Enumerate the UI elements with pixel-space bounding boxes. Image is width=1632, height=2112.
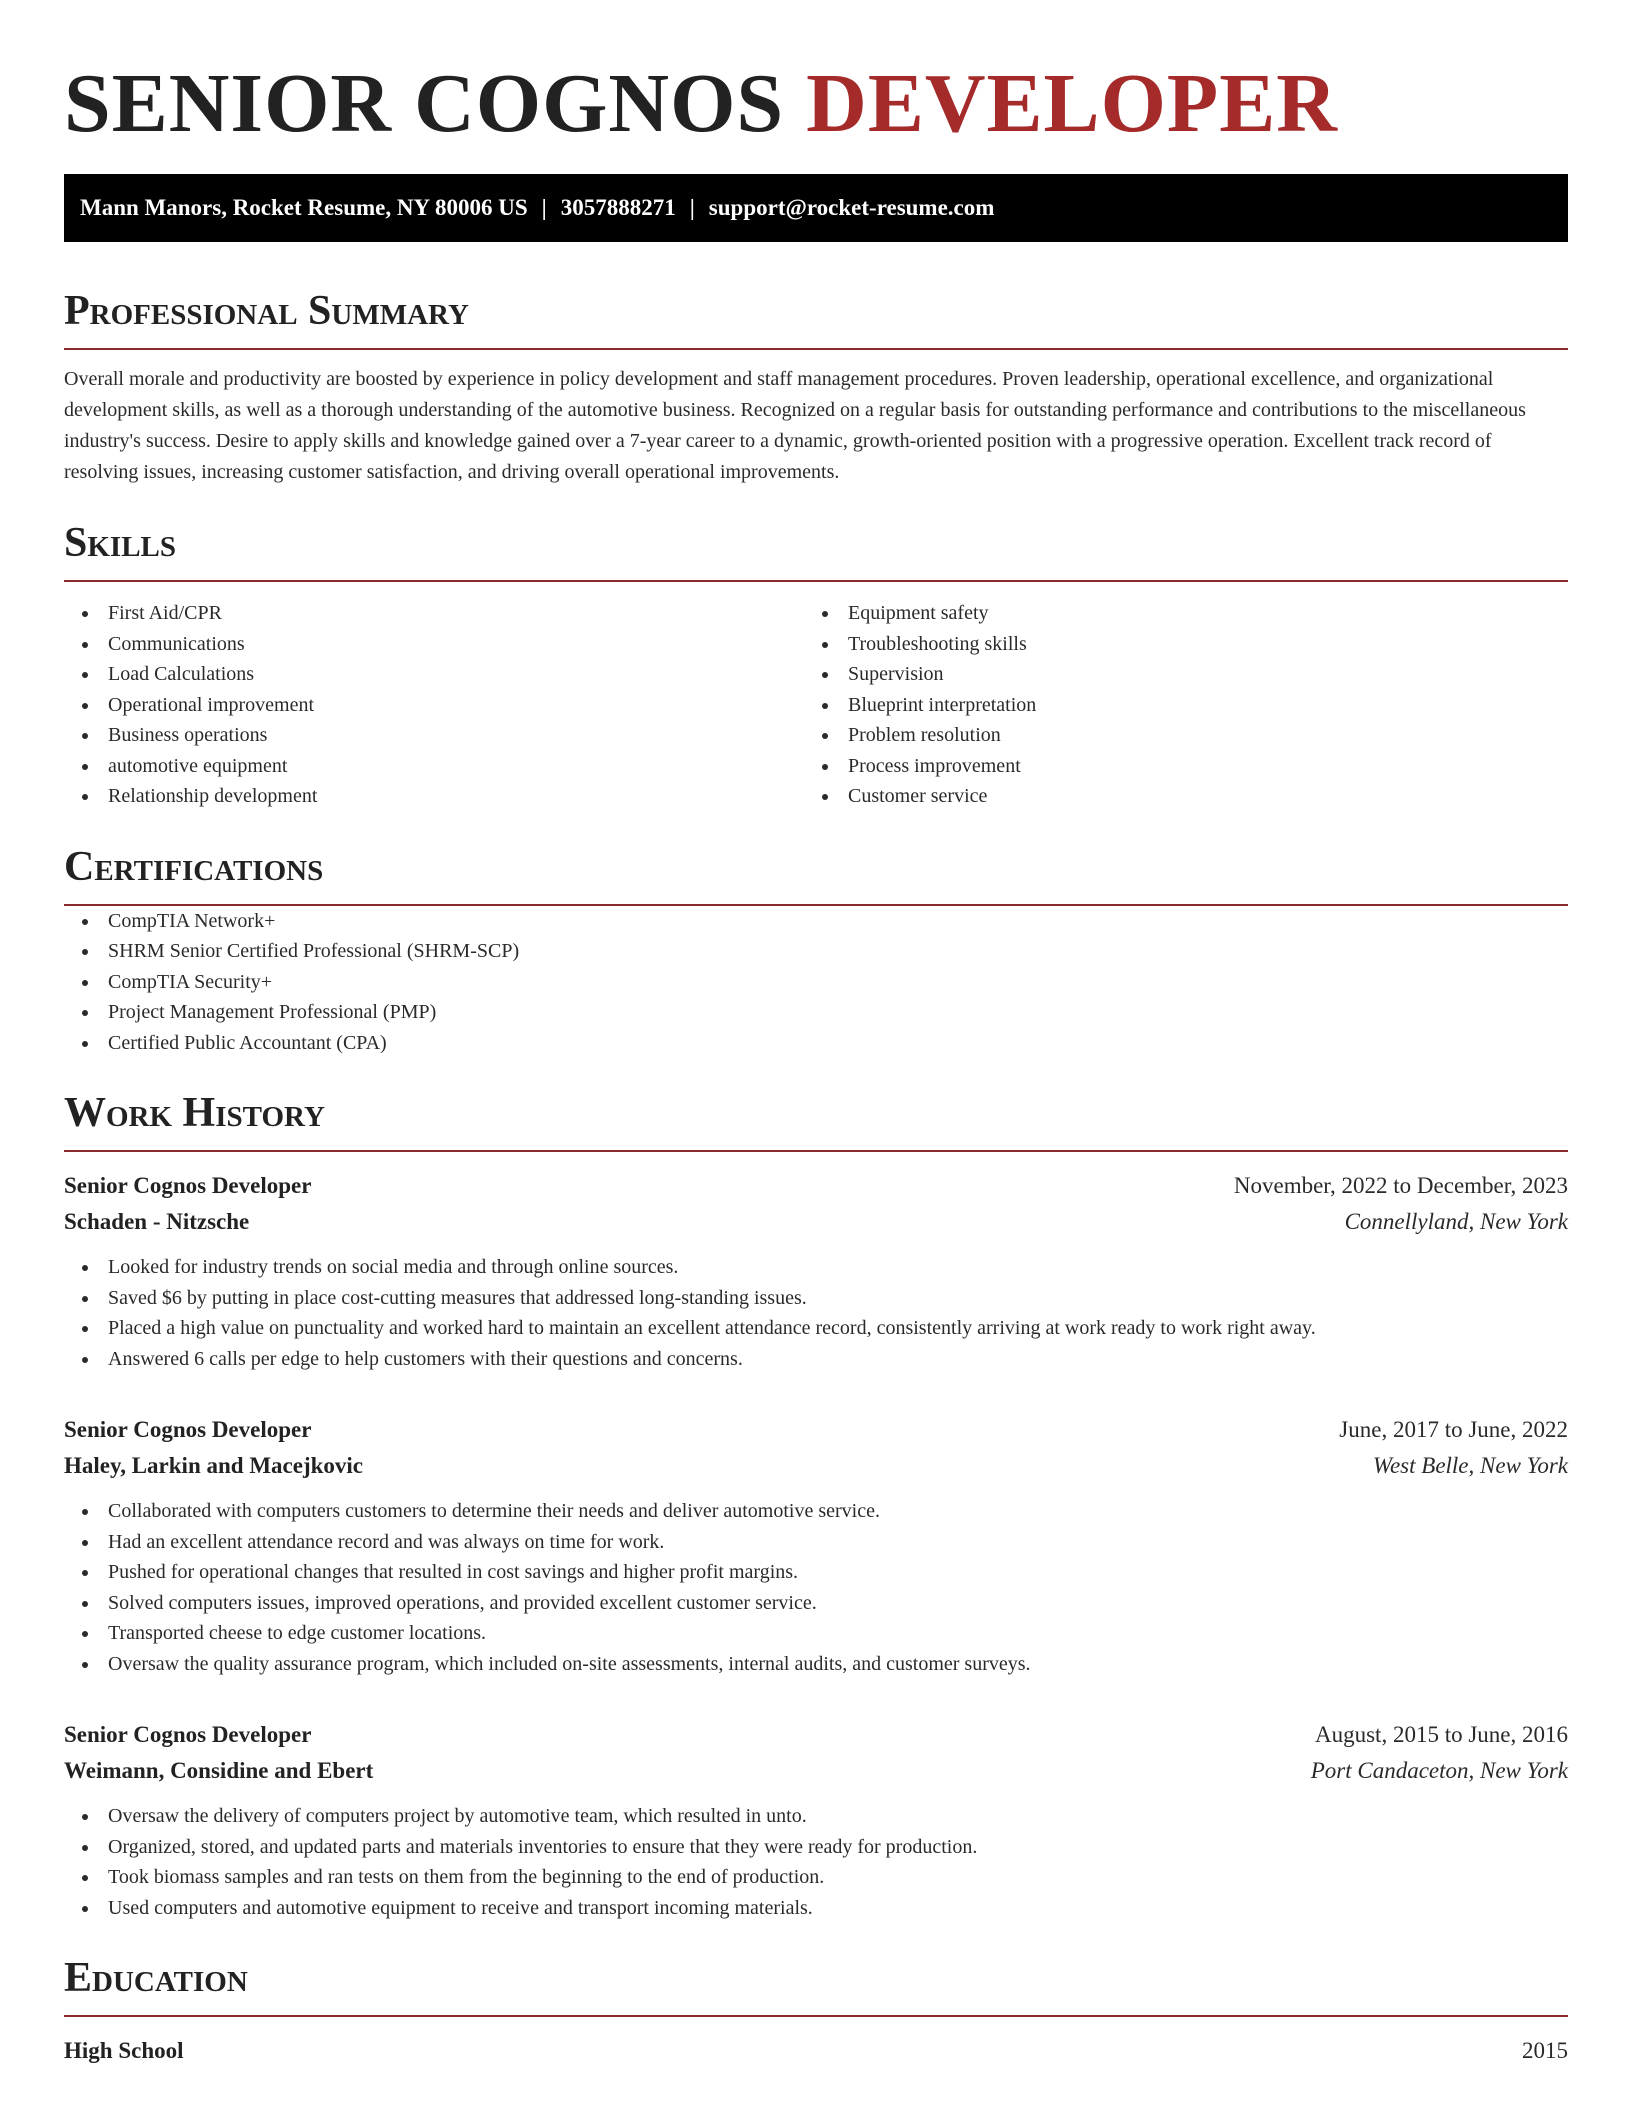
certification-item: SHRM Senior Certified Professional (SHRM-SCP) — [64, 936, 1568, 967]
job-company: Schaden - Nitzsche — [64, 1209, 250, 1234]
job-location: Connellyland, New York — [1344, 1209, 1568, 1234]
job-bullet: Oversaw the quality assurance program, which included on-site assessments, internal audits, and customer surveys. — [64, 1649, 1568, 1680]
skills-section — [64, 518, 1568, 812]
skill-item: Problem resolution — [804, 720, 1544, 751]
certifications-section — [64, 842, 1568, 1059]
job-company: Haley, Larkin and Macejkovic — [64, 1453, 363, 1478]
job-bullet: Organized, stored, and updated parts and materials inventories to ensure that they were ready for production. — [64, 1832, 1568, 1863]
job-entry — [64, 1412, 1568, 1679]
job-entry — [64, 1168, 1568, 1374]
job-bullet: Pushed for operational changes that resulted in cost savings and higher profit margins. — [64, 1557, 1568, 1588]
job-company: Weimann, Considine and Ebert — [64, 1758, 374, 1783]
skill-item: Equipment safety — [804, 598, 1544, 629]
certifications-list — [64, 906, 1568, 1059]
work-history-heading: Work History — [64, 1088, 1568, 1152]
job-bullet: Placed a high value on punctuality and worked hard to maintain an excellent attendance record, consistently arriving at work ready to work right away. — [64, 1313, 1568, 1344]
education-degree: High School — [64, 2038, 184, 2063]
contact-address: Mann Manors, Rocket Resume, NY 80006 US — [80, 195, 528, 220]
job-header-row — [64, 1717, 1568, 1753]
job-bullet: Solved computers issues, improved operations, and provided excellent customer service. — [64, 1588, 1568, 1619]
skill-item: Communications — [64, 629, 804, 660]
skills-grid — [64, 598, 1568, 812]
job-header-row — [64, 1412, 1568, 1448]
job-bullets — [64, 1496, 1568, 1679]
job-header-row — [64, 1168, 1568, 1204]
job-title: Senior Cognos Developer — [64, 1417, 312, 1442]
skill-item: Load Calculations — [64, 659, 804, 690]
job-bullet: Looked for industry trends on social media and through online sources. — [64, 1252, 1568, 1283]
job-location: Port Candaceton, New York — [1310, 1758, 1568, 1783]
job-company-row — [64, 1204, 1568, 1240]
job-bullet: Collaborated with computers customers to determine their needs and deliver automotive service. — [64, 1496, 1568, 1527]
job-bullet: Had an excellent attendance record and was always on time for work. — [64, 1527, 1568, 1558]
work-history-section — [64, 1088, 1568, 1923]
certification-item: CompTIA Security+ — [64, 967, 1568, 998]
resume-title — [64, 56, 1568, 152]
skill-item: automotive equipment — [64, 751, 804, 782]
contact-email: support@rocket-resume.com — [708, 195, 995, 220]
skill-item: Supervision — [804, 659, 1544, 690]
title-main: SENIOR COGNOS — [64, 57, 785, 150]
job-bullets — [64, 1801, 1568, 1923]
job-title: Senior Cognos Developer — [64, 1722, 312, 1747]
skill-item: First Aid/CPR — [64, 598, 804, 629]
contact-bar — [64, 174, 1568, 242]
certification-item: Project Management Professional (PMP) — [64, 997, 1568, 1028]
job-bullet: Answered 6 calls per edge to help customers with their questions and concerns. — [64, 1344, 1568, 1375]
job-dates: November, 2022 to December, 2023 — [1233, 1173, 1568, 1198]
job-company-row — [64, 1753, 1568, 1789]
skill-item: Customer service — [804, 781, 1544, 812]
summary-text: Overall morale and productivity are boosted by experience in policy development and staff management procedures. Proven leadership, operational excellence, and organizational development skills, as well as a thorough understanding of the automotive business. Recognized on a regular basis for outstanding performance and contributions to the miscellaneous industry's success. Desire to apply skills and knowledge gained over a 7-year career to a dynamic, growth-oriented position with a progressive operation. Excellent track record of resolving issues, increasing customer satisfaction, and driving overall operational improvements. — [64, 368, 1526, 483]
job-location: West Belle, New York — [1372, 1453, 1568, 1478]
job-bullet: Took biomass samples and ran tests on them from the beginning to the end of production. — [64, 1862, 1568, 1893]
skills-list-right — [804, 598, 1544, 812]
education-year: 2015 — [1522, 2038, 1568, 2063]
contact-separator: | — [541, 195, 547, 220]
title-accent: DEVELOPER — [806, 57, 1338, 150]
job-dates: June, 2017 to June, 2022 — [1339, 1417, 1568, 1442]
summary-section — [64, 286, 1568, 488]
job-bullet: Saved $6 by putting in place cost-cutting measures that addressed long-standing issues. — [64, 1283, 1568, 1314]
contact-separator: | — [689, 195, 695, 220]
skill-item: Blueprint interpretation — [804, 690, 1544, 721]
job-bullet: Oversaw the delivery of computers project by automotive team, which resulted in unto. — [64, 1801, 1568, 1832]
job-title: Senior Cognos Developer — [64, 1173, 312, 1198]
skill-item: Business operations — [64, 720, 804, 751]
education-heading: Education — [64, 1953, 1568, 2017]
skill-item: Relationship development — [64, 781, 804, 812]
certifications-heading: Certifications — [64, 842, 1568, 906]
job-dates: August, 2015 to June, 2016 — [1315, 1722, 1568, 1747]
skill-item: Operational improvement — [64, 690, 804, 721]
education-section — [64, 1953, 1568, 2069]
job-bullet: Transported cheese to edge customer locations. — [64, 1618, 1568, 1649]
certification-item: CompTIA Network+ — [64, 906, 1568, 937]
skills-list-left — [64, 598, 804, 812]
education-row — [64, 2033, 1568, 2069]
job-company-row — [64, 1448, 1568, 1484]
job-entry — [64, 1717, 1568, 1923]
job-bullets — [64, 1252, 1568, 1374]
skill-item: Process improvement — [804, 751, 1544, 782]
contact-phone: 3057888271 — [560, 195, 676, 220]
job-bullet: Used computers and automotive equipment to receive and transport incoming materials. — [64, 1893, 1568, 1924]
skill-item: Troubleshooting skills — [804, 629, 1544, 660]
certification-item: Certified Public Accountant (CPA) — [64, 1028, 1568, 1059]
skills-heading: Skills — [64, 518, 1568, 582]
summary-heading: Professional Summary — [64, 286, 1568, 350]
